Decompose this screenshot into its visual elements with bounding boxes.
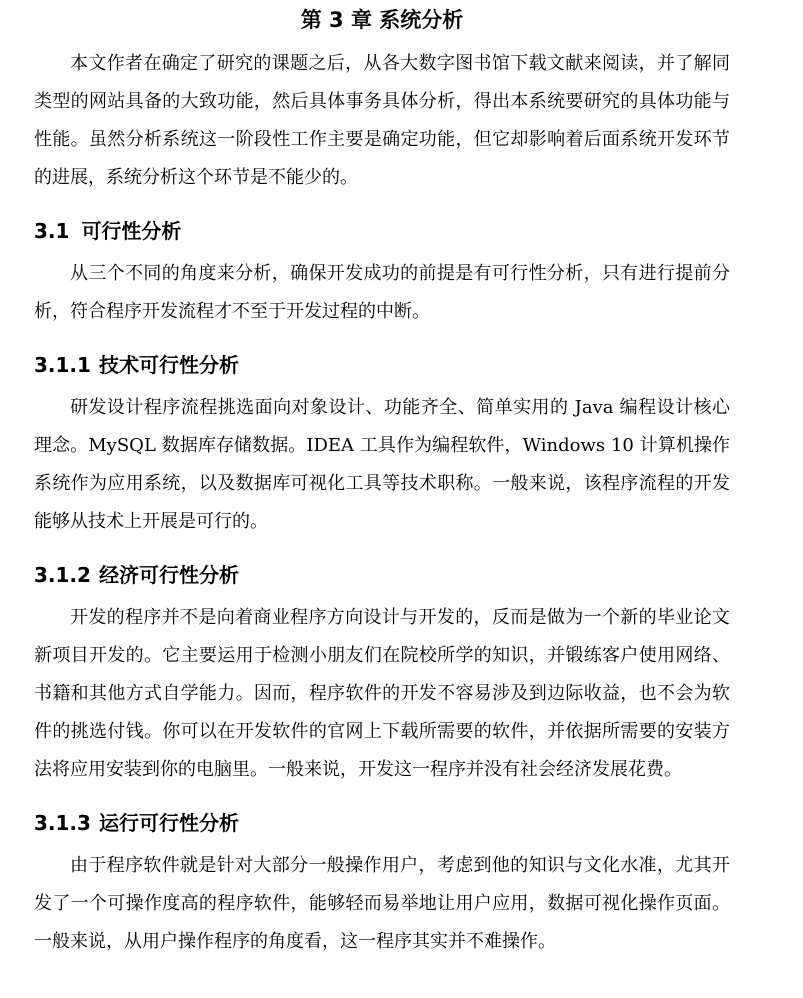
economic-paragraph: 开发的程序并不是向着商业程序方向设计与开发的，反而是做为一个新的毕业论文新项目开发的。它主要运用于检测小朋友们在院校所学的知识，并锻练客户使用网络、书籍和其他方式自学能力。因而，程序软件的开发不容易涉及到边际收益，也不会为软件的挑选付钱。你可以在开发软件的官网上下载所需要的软件，并依据所需要的安装方法将应用安装到你的电脑里。一般来说，开发这一程序并没有社会经济发展花费。: [34, 607, 730, 780]
section-number: 3.1.3: [34, 811, 91, 835]
section-heading-feasibility: [34, 217, 730, 245]
section-title: 可行性分析: [81, 219, 182, 243]
section-title: 技术可行性分析: [98, 353, 239, 377]
section-number: 3.1: [34, 219, 70, 243]
section-title: 经济可行性分析: [98, 563, 239, 587]
operational-paragraph: 由于程序软件就是针对大部分一般操作用户，考虑到他的知识与文化水准，尤其开发了一个可操作度高的程序软件，能够轻而易举地让用户应用，数据可视化操作页面。一般来说，从用户操作程序的角度看，这一程序其实并不难操作。: [34, 855, 730, 952]
feasibility-paragraph: 从三个不同的角度来分析，确保开发成功的前提是有可行性分析，只有进行提前分析，符合程序开发流程才不至于开发过程的中断。: [34, 263, 730, 322]
technical-paragraph: 研发设计程序流程挑选面向对象设计、功能齐全、简单实用的 Java 编程设计核心理念。MySQL 数据库存储数据。IDEA 工具作为编程软件，Windows 10 计算机操作系统作为应用系统，以及数据库可视化工具等技术职称。一般来说，该程序流程的开发能够从技术上开展是可行的。: [34, 397, 730, 532]
section-number: 3.1.2: [34, 563, 91, 587]
chapter-title: 第 3 章 系统分析: [300, 8, 464, 32]
section-heading-economic: [34, 561, 730, 589]
section-heading-operational: [34, 809, 730, 837]
document-page: [34, 0, 730, 961]
section-number: 3.1.1: [34, 353, 91, 377]
chapter-intro-paragraph: 本文作者在确定了研究的课题之后，从各大数字图书馆下载文献来阅读，并了解同类型的网站具备的大致功能，然后具体事务具体分析，得出本系统要研究的具体功能与性能。虽然分析系统这一阶段性工作主要是确定功能，但它却影响着后面系统开发环节的进展，系统分析这个环节是不能少的。: [34, 53, 730, 188]
section-heading-technical: [34, 351, 730, 379]
section-title: 运行可行性分析: [98, 811, 239, 835]
